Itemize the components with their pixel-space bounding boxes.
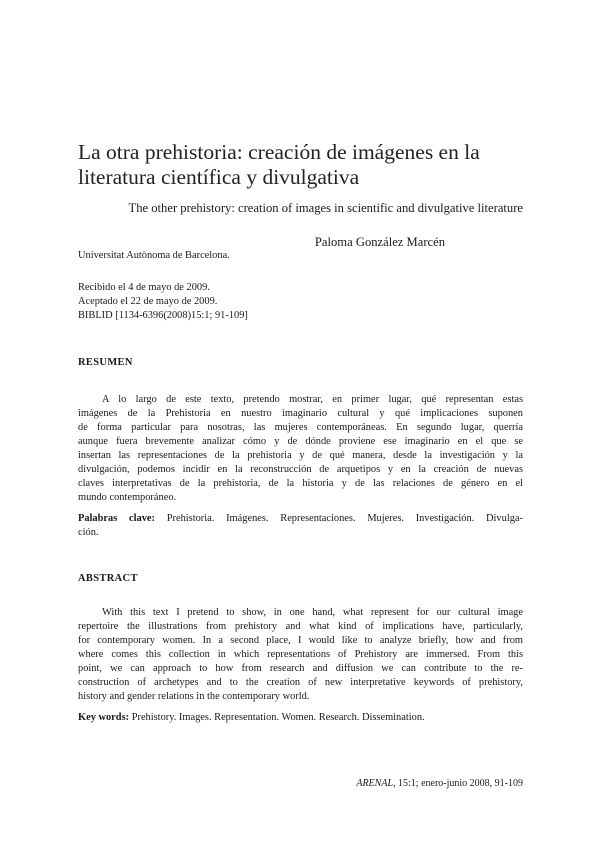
abstract-line: point, we can approach to how from research and diffusion we can contribute to the re- <box>78 663 523 674</box>
abstract-paragraph <box>78 606 523 704</box>
abstract-line: history and gender relations in the contemporary world. <box>78 691 310 702</box>
key-words <box>78 711 523 725</box>
resumen-line: claves interpretativas de la prehistoria, de la historia y de las relaciones de género en el <box>78 478 523 489</box>
resumen-line: insertan las representaciones de la prehistoria y de qué manera, desde la investigación y la <box>78 450 523 461</box>
resumen-line: imágenes de la Prehistoria en nuestro imaginario cultural y qué implicaciones suponen <box>78 408 523 419</box>
page-footer <box>78 778 523 789</box>
palabras-clave <box>78 512 523 540</box>
abstract-line: With this text I pretend to show, in one hand, what represent for our cultural image <box>102 607 523 618</box>
key-words-label: Key words: <box>78 712 130 723</box>
author-name: Paloma González Marcén <box>314 235 445 249</box>
title-line-1: La otra prehistoria: creación de imágenes en la <box>78 140 480 164</box>
palabras-clave-label: Palabras clave: <box>78 513 155 524</box>
resumen-heading: RESUMEN <box>78 357 133 368</box>
abstract-line: for contemporary women. In a second place, I would like to analyze briefly, how and from <box>78 635 523 646</box>
key-words-text: Prehistory. Images. Representation. Women. Research. Dissemination. <box>131 712 425 723</box>
abstract-line: repertoire the illustrations from prehistory and what kind of implications have, particularly, <box>78 621 523 632</box>
palabras-clave-text: Prehistoria. Imágenes. Representaciones. Mujeres. Investigación. Divulga- <box>166 513 523 524</box>
resumen-line: divulgación, podemos incidir en la reconstrucción de arquetipos y en la creación de nuevas <box>78 464 523 475</box>
abstract-line: where comes this collection in which representations of Prehistory are immersed. From this <box>78 649 523 660</box>
article-title <box>78 140 528 190</box>
journal-citation: 15:1; enero-junio 2008, 91-109 <box>398 778 523 789</box>
abstract-heading: ABSTRACT <box>78 573 138 584</box>
biblid: BIBLID [1134-6396(2008)15:1; 91-109] <box>78 310 248 321</box>
resumen-line: A lo largo de este texto, pretendo mostrar, en primer lugar, qué representan estas <box>102 394 523 405</box>
article-subtitle: The other prehistory: creation of images in scientific and divulgative literature <box>128 201 523 215</box>
journal-name: ARENAL, <box>356 778 396 789</box>
resumen-line: mundo contemporáneo. <box>78 492 177 503</box>
resumen-line: aunque fuera brevemente analizar cómo y de dónde proviene ese imaginario en el que se <box>78 436 523 447</box>
resumen-paragraph <box>78 393 523 505</box>
abstract-line: construction of archetypes and to the creation of new interpretative keywords of prehistory, <box>78 677 523 688</box>
accepted-date: Aceptado el 22 de mayo de 2009. <box>78 296 218 307</box>
author-affiliation: Universitat Autònoma de Barcelona. <box>78 250 230 261</box>
title-line-2: literatura científica y divulgativa <box>78 165 360 189</box>
publication-dates <box>78 281 248 323</box>
resumen-line: de forma particular para nosotras, las mujeres contemporáneas. En segundo lugar, querría <box>78 422 523 433</box>
palabras-clave-text-cont: ción. <box>78 527 99 538</box>
received-date: Recibido el 4 de mayo de 2009. <box>78 282 210 293</box>
